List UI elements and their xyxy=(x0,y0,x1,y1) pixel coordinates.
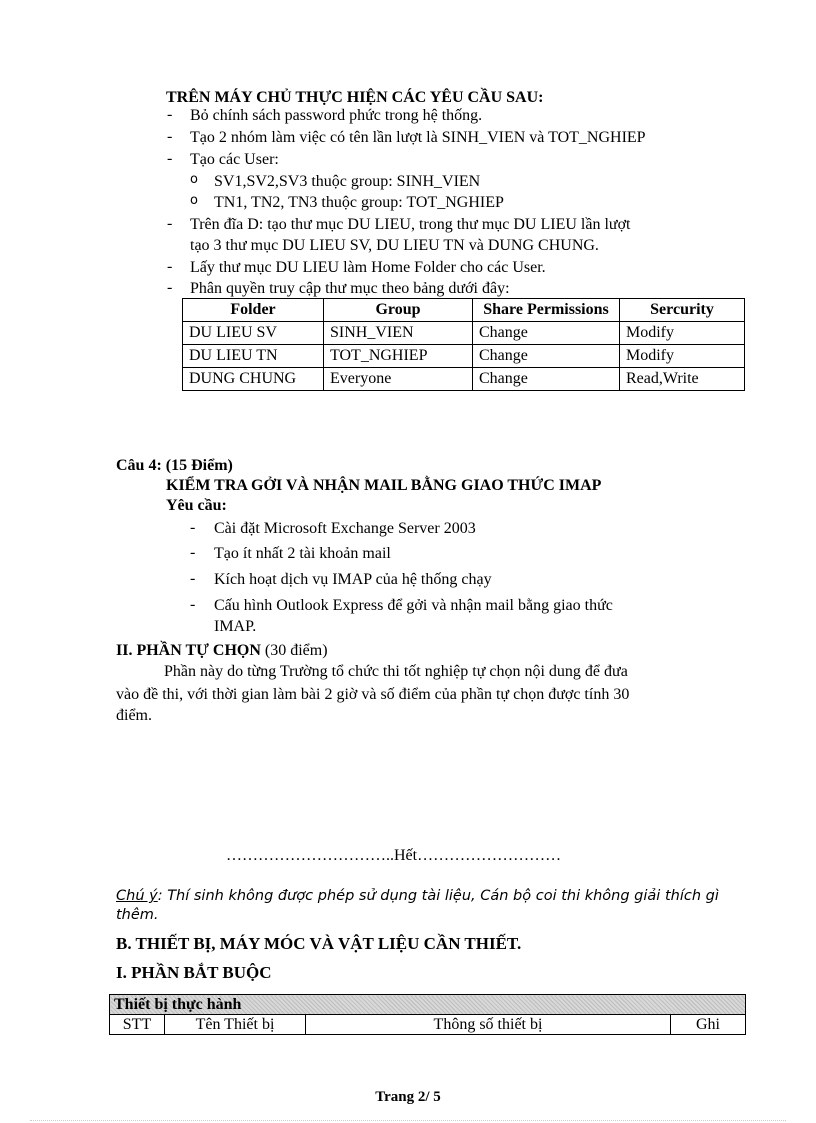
page-number: Trang 2/ 5 xyxy=(375,1089,441,1105)
circle-bullet-icon: o xyxy=(190,172,198,187)
bullet-dash: - xyxy=(190,596,196,613)
note-text-continuation: thêm. xyxy=(116,907,159,923)
table-cell: Change xyxy=(473,345,620,368)
table-cell: SINH_VIEN xyxy=(324,322,473,345)
note-line xyxy=(116,887,719,906)
bullet-dash: - xyxy=(190,570,196,587)
part-2-paragraph-line: Phần này do từng Trường tổ chức thi tốt nghiệp tự chọn nội dung để đưa xyxy=(164,663,628,680)
section-b1-heading: I. PHẦN BẮT BUỘC xyxy=(116,963,272,982)
list-item: Kích hoạt dịch vụ IMAP của hệ thống chạy xyxy=(214,571,492,588)
bullet-dash: - xyxy=(190,519,196,536)
question-4-subtitle: KIỂM TRA GỞI VÀ NHẬN MAIL BẰNG GIAO THỨC IMAP xyxy=(166,477,602,494)
table-header-row xyxy=(110,1015,746,1035)
table-cell: TOT_NGHIEP xyxy=(324,345,473,368)
list-item: Cấu hình Outlook Express để gởi và nhận mail bằng giao thức xyxy=(214,597,613,614)
list-item: Phân quyền truy cập thư mục theo bảng dưới đây: xyxy=(190,280,510,297)
column-header: Thông số thiết bị xyxy=(306,1015,671,1035)
table-title-row xyxy=(110,995,746,1015)
question-4-title: Câu 4: (15 Điểm) xyxy=(116,457,233,474)
table-cell: DUNG CHUNG xyxy=(183,368,324,391)
part-2-paragraph-line: vào đề thi, với thời gian làm bài 2 giờ và số điểm của phần tự chọn được tính 30 xyxy=(116,686,630,703)
bullet-dash: - xyxy=(167,258,173,275)
circle-bullet-icon: o xyxy=(190,193,198,208)
section-b-heading: B. THIẾT BỊ, MÁY MÓC VÀ VẬT LIỆU CẦN THIẾT. xyxy=(116,934,522,953)
table-row xyxy=(183,368,745,391)
column-header: Tên Thiết bị xyxy=(165,1015,306,1035)
table-cell: Modify xyxy=(620,345,745,368)
bullet-dash: - xyxy=(167,279,173,296)
equipment-table xyxy=(109,994,746,1035)
column-header: Ghi xyxy=(671,1015,746,1035)
column-header: Folder xyxy=(183,299,324,322)
bullet-dash: - xyxy=(167,150,173,167)
table-cell: Read,Write xyxy=(620,368,745,391)
column-header: Sercurity xyxy=(620,299,745,322)
table-cell: Modify xyxy=(620,322,745,345)
note-text: : Thí sinh không được phép sử dụng tài liệu, Cán bộ coi thi không giải thích gì xyxy=(157,888,719,904)
table-header-row xyxy=(183,299,745,322)
part-2-title-points: (30 điểm) xyxy=(260,642,328,659)
list-item: Bỏ chính sách password phức trong hệ thống. xyxy=(190,107,483,124)
end-marker: …………………………..Hết……………………… xyxy=(226,847,562,864)
table-row xyxy=(183,322,745,345)
list-item: Tạo các User: xyxy=(190,151,279,168)
part-2-title xyxy=(116,641,328,660)
requirements-label: Yêu cầu: xyxy=(166,497,227,514)
table-row xyxy=(183,345,745,368)
bullet-dash: - xyxy=(167,215,173,232)
list-item-continuation: IMAP. xyxy=(214,618,257,635)
part-2-title-bold: II. PHẦN TỰ CHỌN xyxy=(116,642,261,659)
list-item: Lấy thư mục DU LIEU làm Home Folder cho các User. xyxy=(190,259,546,276)
list-item: Cài đặt Microsoft Exchange Server 2003 xyxy=(214,520,476,537)
table-cell: DU LIEU TN xyxy=(183,345,324,368)
list-item: Trên đĩa D: tạo thư mục DU LIEU, trong thư mục DU LIEU lần lượt xyxy=(190,216,631,233)
table-cell: DU LIEU SV xyxy=(183,322,324,345)
equipment-table-title: Thiết bị thực hành xyxy=(110,995,746,1015)
list-item: Tạo 2 nhóm làm việc có tên lần lượt là SINH_VIEN và TOT_NGHIEP xyxy=(190,129,646,146)
column-header: STT xyxy=(110,1015,165,1035)
sub-list-item: SV1,SV2,SV3 thuộc group: SINH_VIEN xyxy=(214,173,481,190)
note-label: Chú ý xyxy=(116,888,158,904)
sub-list-item: TN1, TN2, TN3 thuộc group: TOT_NGHIEP xyxy=(214,194,504,211)
table-cell: Change xyxy=(473,322,620,345)
permissions-table xyxy=(182,298,745,391)
page-bottom-rule xyxy=(30,1120,786,1121)
column-header: Share Permissions xyxy=(473,299,620,322)
bullet-dash: - xyxy=(190,544,196,561)
column-header: Group xyxy=(324,299,473,322)
list-item-continuation: tạo 3 thư mục DU LIEU SV, DU LIEU TN và DUNG CHUNG. xyxy=(190,237,599,254)
bullet-dash: - xyxy=(167,106,173,123)
list-item: Tạo ít nhất 2 tài khoản mail xyxy=(214,545,391,562)
table-cell: Change xyxy=(473,368,620,391)
server-section-heading: TRÊN MÁY CHỦ THỰC HIỆN CÁC YÊU CẦU SAU: xyxy=(166,89,544,106)
bullet-dash: - xyxy=(167,128,173,145)
part-2-paragraph-line: điểm. xyxy=(116,707,152,724)
table-cell: Everyone xyxy=(324,368,473,391)
